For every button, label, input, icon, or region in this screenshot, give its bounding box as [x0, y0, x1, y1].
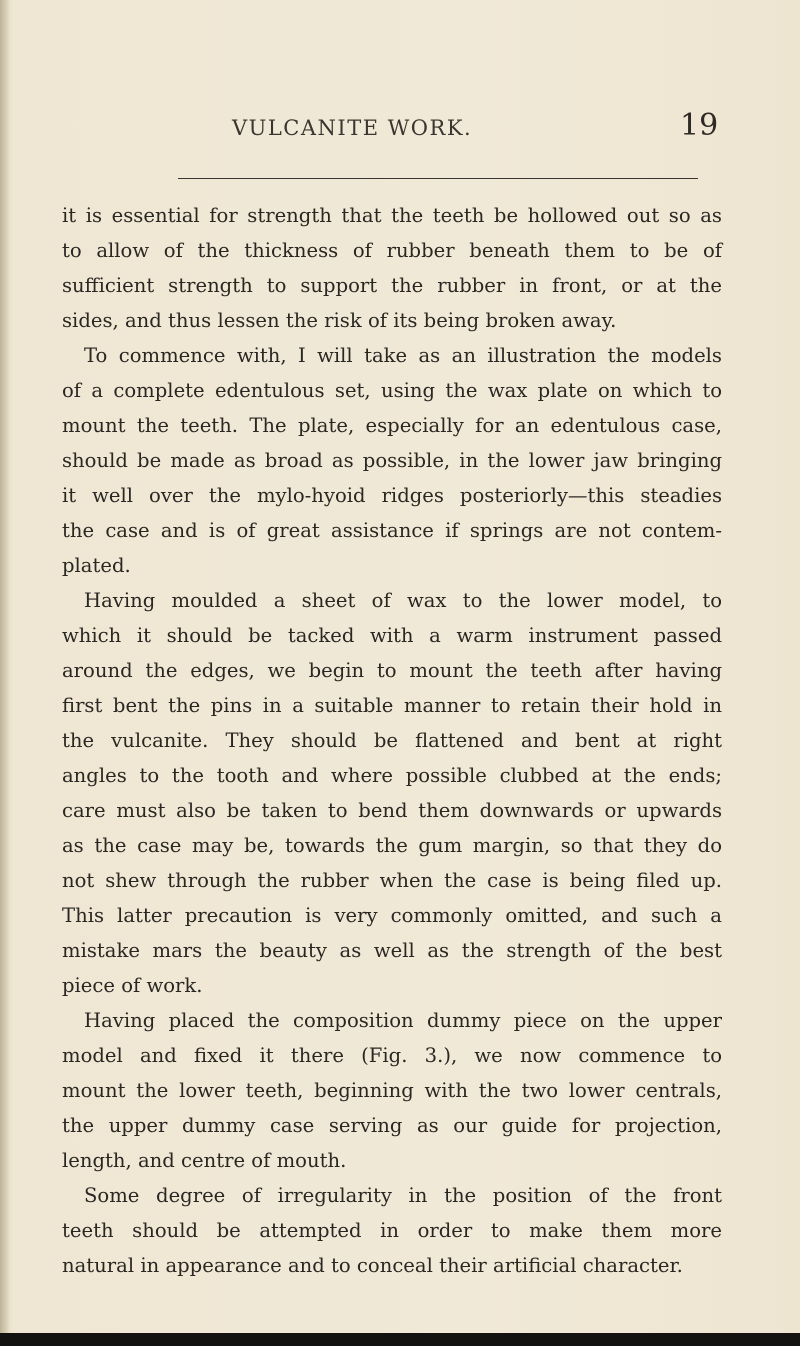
binding-edge — [0, 0, 10, 1346]
text-line: sufficient strength to support the rubber in front, or at the — [62, 274, 722, 297]
text-line: length, and centre of mouth. — [62, 1149, 347, 1172]
text-line: care must also be taken to bend them downwards or upwards — [62, 799, 722, 822]
text-line: the vulcanite. They should be flattened and bent at right — [62, 729, 722, 752]
text-line: mount the teeth. The plate, especially for an edentulous case, — [62, 414, 722, 437]
text-line: which it should be tacked with a warm instrument passed — [62, 624, 722, 647]
text-line: This latter precaution is very commonly omitted, and such a — [62, 904, 722, 927]
page-number: 19 — [680, 108, 719, 143]
running-head: VULCANITE WORK. — [232, 116, 473, 140]
text-line: it well over the mylo-hyoid ridges posteriorly—this steadies — [62, 484, 722, 507]
text-line: the case and is of great assistance if springs are not contem- — [62, 519, 722, 542]
text-line: angles to the tooth and where possible clubbed at the ends; — [62, 764, 722, 787]
text-line: of a complete edentulous set, using the wax plate on which to — [62, 379, 722, 402]
header-rule — [178, 178, 698, 179]
text-line: not shew through the rubber when the case is being filed up. — [62, 869, 722, 892]
text-line: mount the lower teeth, beginning with the two lower centrals, — [62, 1079, 722, 1102]
text-line: plated. — [62, 554, 131, 577]
text-line: as the case may be, towards the gum margin, so that they do — [62, 834, 722, 857]
text-line: Having placed the composition dummy piece on the upper — [84, 1009, 722, 1032]
text-line: model and fixed it there (Fig. 3.), we now commence to — [62, 1044, 722, 1067]
text-line: around the edges, we begin to mount the teeth after having — [62, 659, 722, 682]
text-line: piece of work. — [62, 974, 203, 997]
page-bottom-edge — [0, 1333, 800, 1346]
text-line: to allow of the thickness of rubber beneath them to be of — [62, 239, 722, 262]
text-line: sides, and thus lessen the risk of its being broken away. — [62, 309, 617, 332]
text-line: mistake mars the beauty as well as the strength of the best — [62, 939, 722, 962]
text-line: should be made as broad as possible, in the lower jaw bringing — [62, 449, 722, 472]
text-line: the upper dummy case serving as our guide for projection, — [62, 1114, 722, 1137]
text-line: Having moulded a sheet of wax to the lower model, to — [84, 589, 722, 612]
body-text — [62, 198, 722, 1283]
text-line: it is essential for strength that the teeth be hollowed out so as — [62, 204, 722, 227]
text-line: Some degree of irregularity in the position of the front — [84, 1184, 722, 1207]
text-line: natural in appearance and to conceal their artificial character. — [62, 1254, 683, 1277]
text-line: teeth should be attempted in order to make them more — [62, 1219, 722, 1242]
text-line: To commence with, I will take as an illustration the models — [84, 344, 722, 367]
text-line: first bent the pins in a suitable manner to retain their hold in — [62, 694, 722, 717]
